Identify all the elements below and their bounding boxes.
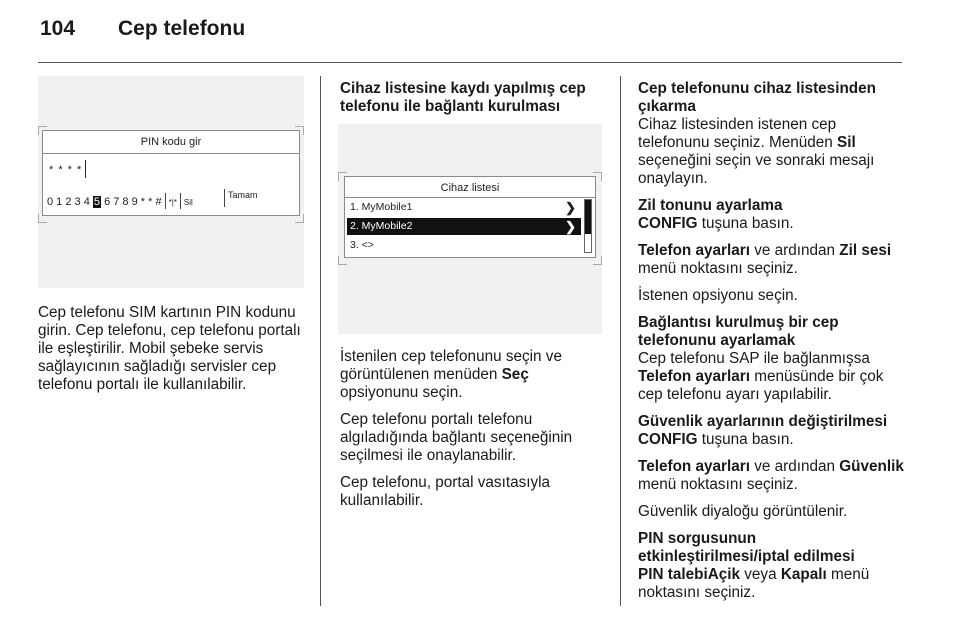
key-name: CONFIG	[638, 431, 698, 448]
paragraph	[638, 242, 906, 278]
text: tuşuna basın.	[697, 431, 794, 448]
paragraph: Güvenlik diyaloğu görüntülenir.	[638, 503, 848, 520]
page-title: Cep telefonu	[118, 17, 246, 40]
scrollbar[interactable]	[584, 199, 592, 253]
text: menü noktasını seçiniz.	[638, 566, 870, 601]
divider	[43, 153, 299, 154]
paragraph: Cep telefonu SIM kartının PIN kodunu girin. Cep telefonu, cep telefonu portalı ile eşleştirilir. Mobil şebeke servis sağlayıcının sağladığı servisler cep telefonu portalı ile kullanılabilir.	[38, 304, 301, 393]
text: menü noktasını seçiniz.	[638, 476, 798, 493]
small-keys: *|*	[168, 198, 177, 207]
corner-mark	[593, 256, 602, 265]
paragraph: Cep telefonu portalı telefonu algıladığında bağlantı seçeneğinin seçilmesi ile onaylanabilir.	[340, 411, 573, 464]
key-name: CONFIG	[638, 215, 698, 232]
column-divider-1	[320, 76, 321, 606]
text: Cep telefonu SAP ile bağlanmışsa	[638, 350, 870, 367]
device-list-item[interactable]	[347, 199, 581, 216]
ok-key: Tamam	[228, 190, 258, 200]
menu-option-name: Zil sesi	[839, 242, 892, 259]
column-1	[38, 304, 308, 403]
device-list-item-selected[interactable]	[347, 218, 581, 235]
device-name: 1. MyMobile1	[350, 201, 413, 213]
scrollbar-thumb[interactable]	[585, 200, 591, 234]
section	[638, 314, 906, 404]
column-3	[638, 80, 906, 611]
paragraph: İstenen opsiyonu seçin.	[638, 287, 798, 304]
paragraph	[638, 458, 906, 494]
text: menüsünde bir çok cep telefonu ayarı yapılabilir.	[638, 368, 884, 403]
text: Cihaz listesinden istenen cep telefonunu seçiniz. Menüden	[638, 116, 837, 151]
section	[638, 80, 906, 188]
pin-entry-field	[49, 160, 86, 178]
paragraph: Cep telefonu, portal vasıtasıyla kullanılabilir.	[340, 474, 551, 509]
text: ve ardından	[749, 242, 840, 259]
digit-keyboard	[47, 190, 258, 209]
section	[638, 530, 906, 602]
menu-option-name: Sil	[837, 134, 856, 151]
section-heading: Cep telefonunu cihaz listesinden çıkarma	[638, 80, 876, 115]
section-heading: Zil tonunu ayarlama	[638, 197, 783, 214]
section-heading: Güvenlik ayarlarının değiştirilmesi	[638, 413, 888, 430]
menu-option-name: Telefon ayarları	[638, 458, 750, 475]
chevron-right-icon: ❯	[565, 200, 576, 215]
text-caret	[85, 160, 86, 178]
column-divider-2	[620, 76, 621, 606]
divider	[180, 193, 181, 209]
pin-entry-value: * * * *	[49, 164, 83, 176]
pin-entry-screen	[42, 130, 300, 216]
text: tuşuna basın.	[697, 215, 794, 232]
device-list-screen	[344, 176, 596, 258]
digit-keys: 0 1 2 3 4	[47, 196, 90, 208]
text: veya	[740, 566, 781, 583]
text: İstenilen cep telefonunu seçin ve görüntülenen menüden	[340, 348, 562, 383]
divider	[224, 189, 225, 207]
paragraph	[340, 348, 608, 402]
device-list-illustration	[338, 124, 602, 334]
device-list-title: Cihaz listesi	[440, 182, 500, 194]
corner-mark	[338, 256, 347, 265]
text: opsiyonunu seçin.	[340, 384, 463, 401]
divider	[165, 193, 166, 209]
corner-mark	[38, 214, 47, 223]
menu-option-name: Güvenlik	[839, 458, 904, 475]
text: seçeneğini seçin ve sonraki mesajı onaylayın.	[638, 152, 875, 187]
divider	[345, 197, 595, 198]
device-name: 3. <>	[350, 239, 374, 251]
device-list-item[interactable]	[347, 237, 581, 254]
page-number: 104	[40, 17, 76, 40]
corner-mark	[295, 214, 304, 223]
header-rule	[38, 62, 902, 63]
text: ve ardından	[749, 458, 840, 475]
section	[638, 197, 906, 233]
menu-option-name: Seç	[501, 366, 529, 383]
menu-option-name: Telefon ayarları	[638, 368, 750, 385]
section	[638, 413, 906, 449]
delete-key: Sil	[183, 198, 193, 207]
menu-option-name: PIN talebiAçik	[638, 566, 741, 583]
section-heading: Cihaz listesine kaydı yapılmış cep telefonu ile bağlantı kurulması	[340, 80, 586, 115]
section-heading: Bağlantısı kurulmuş bir cep telefonunu ayarlamak	[638, 314, 839, 349]
chevron-right-icon: ❯	[565, 219, 576, 234]
digit-keys: 6 7 8 9 * * #	[104, 196, 162, 208]
pin-screen-illustration	[38, 76, 304, 288]
column-2-heading	[340, 80, 602, 116]
pin-screen-title: PIN kodu gir	[140, 136, 202, 148]
menu-option-name: Telefon ayarları	[638, 242, 750, 259]
section-heading: PIN sorgusunun etkinleştirilmesi/iptal edilmesi	[638, 530, 855, 565]
column-2	[340, 348, 608, 519]
menu-option-name: Kapalı	[780, 566, 827, 583]
selected-digit-key: 5	[93, 196, 101, 208]
text: menü noktasını seçiniz.	[638, 260, 798, 277]
device-name: 2. MyMobile2	[350, 220, 413, 232]
